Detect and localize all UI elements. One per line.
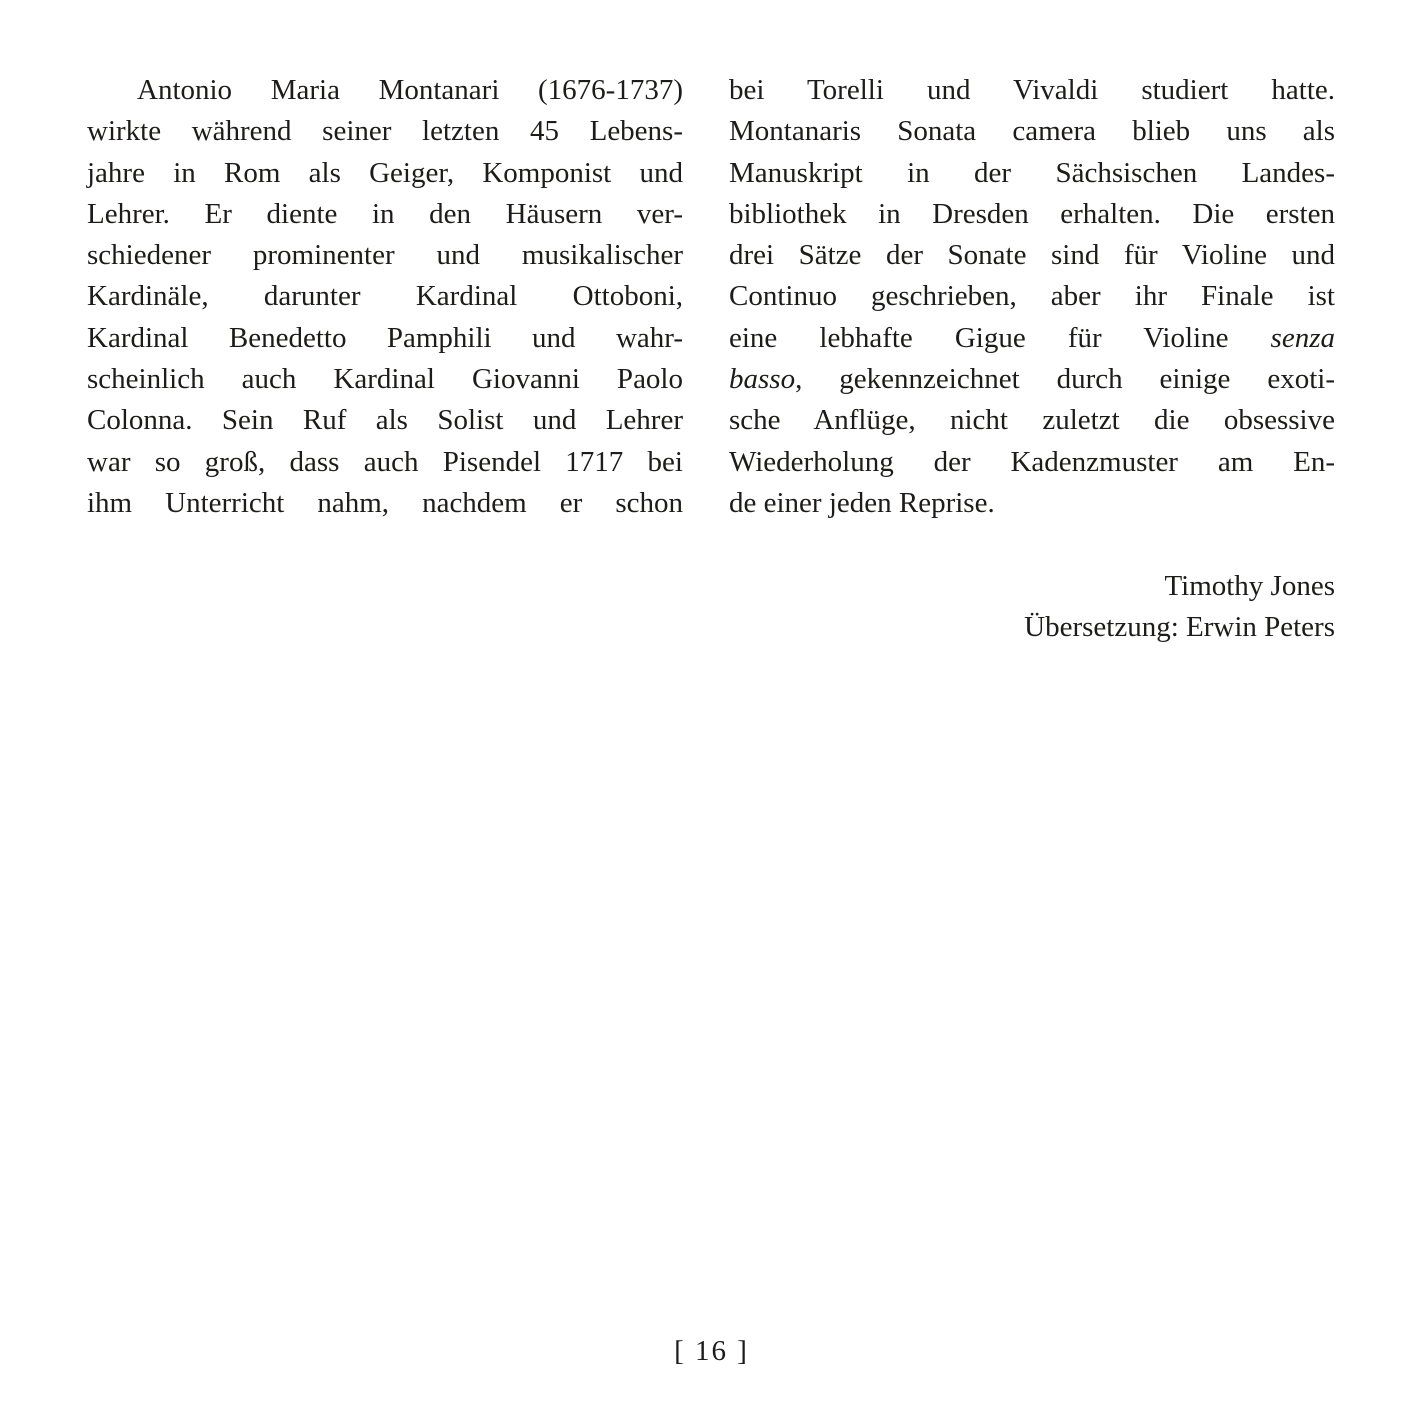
body-text: , gekennzeichnet durch einige exoti- [795, 363, 1335, 396]
text-line [729, 235, 1335, 276]
text-line [87, 194, 683, 235]
body-text: Montanaris Sonata camera blieb uns als [729, 115, 1335, 148]
page-number: [ 16 ] [674, 1335, 749, 1367]
text-line [87, 111, 683, 152]
italic-text: basso [729, 363, 796, 396]
text-line [87, 153, 683, 194]
translator-credit: Übersetzung: Erwin Peters [1024, 610, 1335, 643]
body-text: bibliothek in Dresden erhalten. Die ersten [729, 197, 1335, 230]
text-line [87, 70, 683, 111]
body-text: de einer jeden Reprise. [729, 486, 995, 519]
body-text: schiedener prominenter und musikalischer [87, 239, 683, 272]
body-text: Wiederholung der Kadenzmuster am En- [729, 445, 1335, 478]
italic-text: senza [1270, 321, 1335, 354]
body-text: Kardinal Benedetto Pamphili und wahr- [87, 321, 683, 354]
text-line [87, 276, 683, 317]
body-text: sche Anflüge, nicht zuletzt die obsessive [729, 404, 1335, 437]
body-text: bei Torelli und Vivaldi studiert hatte. [729, 74, 1335, 106]
body-text: war so groß, dass auch Pisendel 1717 bei [87, 445, 683, 478]
body-text: Colonna. Sein Ruf als Solist und Lehrer [87, 404, 683, 437]
author-name: Timothy Jones [1164, 569, 1335, 602]
body-text: Antonio Maria Montanari (1676-1737) [137, 74, 683, 106]
page-footer [87, 1331, 1336, 1372]
text-line [729, 442, 1335, 483]
body-text: drei Sätze der Sonate sind für Violine und [729, 239, 1335, 272]
text-columns [87, 70, 1335, 648]
text-line [729, 70, 1335, 111]
text-line [87, 235, 683, 276]
body-text: Lehrer. Er diente in den Häusern ver- [87, 197, 683, 230]
body-text: Manuskript in der Sächsischen Landes- [729, 156, 1335, 189]
column-right-text [729, 70, 1335, 524]
column-left [87, 70, 683, 648]
body-text: ihm Unterricht nahm, nachdem er schon [87, 486, 683, 519]
body-text: Continuo geschrieben, aber ihr Finale ist [729, 280, 1335, 313]
text-line [729, 318, 1335, 359]
text-line [729, 276, 1335, 317]
body-text: scheinlich auch Kardinal Giovanni Paolo [87, 363, 683, 396]
text-line [87, 359, 683, 400]
body-text: wirkte während seiner letzten 45 Lebens- [87, 115, 683, 148]
text-line [729, 400, 1335, 441]
text-line [729, 153, 1335, 194]
body-text: eine lebhafte Gigue für Violine [729, 321, 1271, 354]
text-line [87, 442, 683, 483]
body-text: jahre in Rom als Geiger, Komponist und [87, 156, 683, 189]
text-line [729, 359, 1335, 400]
text-line [87, 400, 683, 441]
column-right [729, 70, 1335, 648]
text-line [729, 483, 1335, 524]
body-text: Kardinäle, darunter Kardinal Ottoboni, [87, 280, 683, 313]
text-line [729, 111, 1335, 152]
text-line [87, 318, 683, 359]
signature-block [729, 566, 1335, 649]
text-line [729, 194, 1335, 235]
text-line [87, 483, 683, 524]
